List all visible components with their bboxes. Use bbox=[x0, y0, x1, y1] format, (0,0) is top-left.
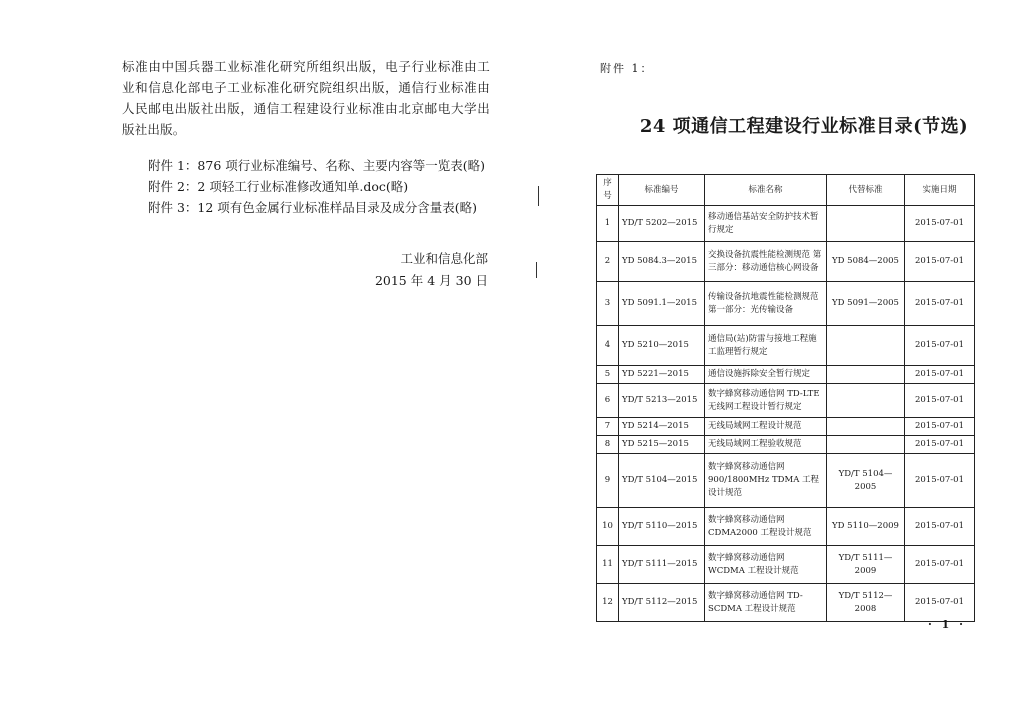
standard-name: 数字蜂窝移动通信网 TD-SCDMA 工程设计规范 bbox=[705, 584, 827, 622]
table-row bbox=[597, 206, 975, 242]
replaced-standard bbox=[827, 326, 905, 366]
standard-name: 移动通信基站安全防护技术暂行规定 bbox=[705, 206, 827, 242]
standard-code: YD 5214—2015 bbox=[619, 418, 705, 436]
standard-code: YD/T 5213—2015 bbox=[619, 384, 705, 418]
standard-code: YD 5221—2015 bbox=[619, 366, 705, 384]
row-number: 5 bbox=[597, 366, 619, 384]
standard-name: 传输设备抗地震性能检测规范 第一部分：光传输设备 bbox=[705, 282, 827, 326]
standard-name: 数字蜂窝移动通信网 WCDMA 工程设计规范 bbox=[705, 546, 827, 584]
column-header: 标准编号 bbox=[619, 175, 705, 206]
signature-org: 工业和信息化部 bbox=[400, 251, 488, 266]
effective-date: 2015-07-01 bbox=[905, 546, 975, 584]
page-number: · 1 · bbox=[928, 618, 966, 631]
replaced-standard: YD 5110—2009 bbox=[827, 508, 905, 546]
table-row bbox=[597, 326, 975, 366]
row-number: 9 bbox=[597, 454, 619, 508]
standard-name: 数字蜂窝移动通信网 TD-LTE 无线网工程设计暂行规定 bbox=[705, 384, 827, 418]
replaced-standard: YD 5084—2005 bbox=[827, 242, 905, 282]
row-number: 3 bbox=[597, 282, 619, 326]
table-row bbox=[597, 508, 975, 546]
row-number: 6 bbox=[597, 384, 619, 418]
standards-table bbox=[596, 174, 975, 622]
table-row bbox=[597, 418, 975, 436]
replaced-standard: YD/T 5112—2008 bbox=[827, 584, 905, 622]
standard-name: 交换设备抗震性能检测规范 第三部分：移动通信核心网设备 bbox=[705, 242, 827, 282]
table-row bbox=[597, 242, 975, 282]
effective-date: 2015-07-01 bbox=[905, 454, 975, 508]
signature-block bbox=[360, 248, 488, 292]
row-number: 12 bbox=[597, 584, 619, 622]
row-number: 2 bbox=[597, 242, 619, 282]
row-number: 1 bbox=[597, 206, 619, 242]
standard-code: YD/T 5112—2015 bbox=[619, 584, 705, 622]
standard-code: YD 5091.1—2015 bbox=[619, 282, 705, 326]
document-title: 24 项通信工程建设行业标准目录(节选) bbox=[639, 116, 969, 137]
table-header-row bbox=[597, 175, 975, 206]
effective-date: 2015-07-01 bbox=[905, 206, 975, 242]
table-row bbox=[597, 546, 975, 584]
standard-name: 数字蜂窝移动通信网 900/1800MHz TDMA 工程设计规范 bbox=[705, 454, 827, 508]
standard-name: 通信局(站)防雷与接地工程施工监理暂行规定 bbox=[705, 326, 827, 366]
effective-date: 2015-07-01 bbox=[905, 418, 975, 436]
effective-date: 2015-07-01 bbox=[905, 436, 975, 454]
replaced-standard bbox=[827, 206, 905, 242]
replaced-standard bbox=[827, 436, 905, 454]
standard-name: 数字蜂窝移动通信网 CDMA2000 工程设计规范 bbox=[705, 508, 827, 546]
replaced-standard: YD/T 5104—2005 bbox=[827, 454, 905, 508]
table-row bbox=[597, 282, 975, 326]
row-number: 4 bbox=[597, 326, 619, 366]
standard-code: YD/T 5202—2015 bbox=[619, 206, 705, 242]
standard-code: YD 5084.3—2015 bbox=[619, 242, 705, 282]
table-row bbox=[597, 454, 975, 508]
attachment-item: 附件 3：12 项有色金属行业标准样品目录及成分含量表(略) bbox=[148, 200, 478, 215]
right-page bbox=[512, 0, 1024, 724]
standard-code: YD 5215—2015 bbox=[619, 436, 705, 454]
standard-code: YD/T 5111—2015 bbox=[619, 546, 705, 584]
row-number: 7 bbox=[597, 418, 619, 436]
row-number: 10 bbox=[597, 508, 619, 546]
effective-date: 2015-07-01 bbox=[905, 366, 975, 384]
row-number: 11 bbox=[597, 546, 619, 584]
effective-date: 2015-07-01 bbox=[905, 584, 975, 622]
effective-date: 2015-07-01 bbox=[905, 326, 975, 366]
column-header: 实施日期 bbox=[905, 175, 975, 206]
standard-name: 无线局域网工程设计规范 bbox=[705, 418, 827, 436]
replaced-standard bbox=[827, 366, 905, 384]
table-row bbox=[597, 384, 975, 418]
column-header: 代替标准 bbox=[827, 175, 905, 206]
signature-date: 2015 年 4 月 30 日 bbox=[374, 273, 488, 288]
column-header: 标准名称 bbox=[705, 175, 827, 206]
attachment-label: 附件 1： bbox=[600, 62, 654, 75]
table-row bbox=[597, 436, 975, 454]
table-row bbox=[597, 584, 975, 622]
attachment-item: 附件 1：876 项行业标准编号、名称、主要内容等一览表(略) bbox=[148, 158, 486, 173]
effective-date: 2015-07-01 bbox=[905, 282, 975, 326]
replaced-standard bbox=[827, 384, 905, 418]
standard-code: YD 5210—2015 bbox=[619, 326, 705, 366]
intro-paragraph: 标准由中国兵器工业标准化研究所组织出版，电子行业标准由工业和信息化部电子工业标准化研究院组织出版，通信行业标准由人民邮电出版社出版，通信工程建设行业标准由北京邮电大学出版社出版。 bbox=[122, 59, 490, 137]
standard-code: YD/T 5104—2015 bbox=[619, 454, 705, 508]
replaced-standard: YD 5091—2005 bbox=[827, 282, 905, 326]
replaced-standard: YD/T 5111—2009 bbox=[827, 546, 905, 584]
replaced-standard bbox=[827, 418, 905, 436]
effective-date: 2015-07-01 bbox=[905, 242, 975, 282]
attachment-list bbox=[148, 155, 485, 218]
table-row bbox=[597, 366, 975, 384]
row-number: 8 bbox=[597, 436, 619, 454]
standard-name: 无线局域网工程验收规范 bbox=[705, 436, 827, 454]
standard-name: 通信设施拆除安全暂行规定 bbox=[705, 366, 827, 384]
standard-code: YD/T 5110—2015 bbox=[619, 508, 705, 546]
effective-date: 2015-07-01 bbox=[905, 384, 975, 418]
column-header: 序号 bbox=[597, 175, 619, 206]
effective-date: 2015-07-01 bbox=[905, 508, 975, 546]
attachment-item: 附件 2：2 项轻工行业标准修改通知单.doc(略) bbox=[148, 179, 409, 194]
